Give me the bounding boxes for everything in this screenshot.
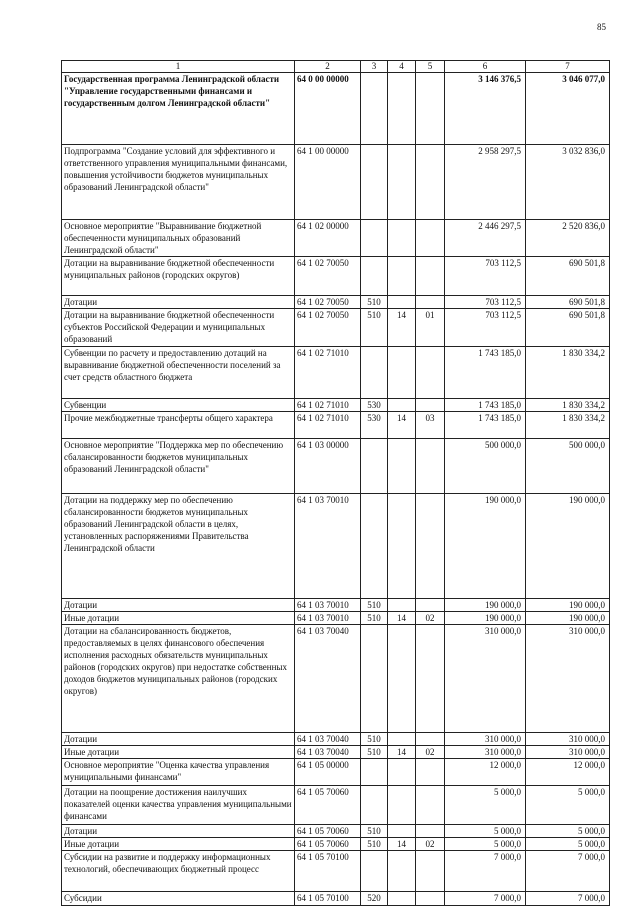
row-section bbox=[388, 73, 416, 145]
column-header: 4 bbox=[388, 61, 416, 73]
row-expense-type: 510 bbox=[361, 296, 388, 309]
row-section bbox=[388, 733, 416, 746]
row-amount-year1: 500 000,0 bbox=[445, 439, 526, 494]
table-row bbox=[62, 399, 610, 412]
row-amount-year2: 3 046 077,0 bbox=[526, 73, 610, 145]
table-row bbox=[62, 851, 610, 892]
row-amount-year1: 12 000,0 bbox=[445, 759, 526, 786]
row-section bbox=[388, 220, 416, 257]
row-amount-year1: 3 146 376,5 bbox=[445, 73, 526, 145]
row-subsection: 02 bbox=[416, 746, 445, 759]
row-target-code: 64 1 05 70060 bbox=[295, 838, 361, 851]
row-expense-type bbox=[361, 220, 388, 257]
column-header: 3 bbox=[361, 61, 388, 73]
row-name: Субвенции по расчету и предоставлению дотаций на выравнивание бюджетной обеспеченности поселений за счет средств областного бюджета bbox=[62, 347, 295, 399]
table-row bbox=[62, 73, 610, 145]
row-target-code: 64 1 05 00000 bbox=[295, 759, 361, 786]
row-expense-type bbox=[361, 851, 388, 892]
row-amount-year1: 190 000,0 bbox=[445, 494, 526, 599]
table-row bbox=[62, 257, 610, 296]
column-header: 1 bbox=[62, 61, 295, 73]
table-row bbox=[62, 412, 610, 439]
row-target-code: 64 1 02 00000 bbox=[295, 220, 361, 257]
row-amount-year1: 1 743 185,0 bbox=[445, 399, 526, 412]
row-expense-type bbox=[361, 625, 388, 733]
row-amount-year2: 12 000,0 bbox=[526, 759, 610, 786]
row-amount-year2: 1 830 334,2 bbox=[526, 412, 610, 439]
row-amount-year2: 500 000,0 bbox=[526, 439, 610, 494]
row-name: Дотации bbox=[62, 733, 295, 746]
row-section bbox=[388, 851, 416, 892]
row-name: Субсидии на развитие и поддержку информационных технологий, обеспечивающих бюджетный процесс bbox=[62, 851, 295, 892]
row-amount-year1: 7 000,0 bbox=[445, 851, 526, 892]
row-target-code: 64 1 05 70060 bbox=[295, 786, 361, 825]
table-row bbox=[62, 892, 610, 906]
table-row bbox=[62, 625, 610, 733]
row-amount-year1: 1 743 185,0 bbox=[445, 412, 526, 439]
table-row bbox=[62, 347, 610, 399]
row-section bbox=[388, 759, 416, 786]
row-expense-type: 510 bbox=[361, 825, 388, 838]
row-expense-type: 510 bbox=[361, 309, 388, 347]
table-row bbox=[62, 838, 610, 851]
table-row bbox=[62, 220, 610, 257]
row-subsection bbox=[416, 892, 445, 906]
row-section bbox=[388, 892, 416, 906]
row-section bbox=[388, 625, 416, 733]
row-amount-year1: 5 000,0 bbox=[445, 786, 526, 825]
row-amount-year2: 1 830 334,2 bbox=[526, 399, 610, 412]
table-row bbox=[62, 309, 610, 347]
page-number: 85 bbox=[597, 22, 606, 32]
row-name: Субвенции bbox=[62, 399, 295, 412]
column-header: 6 bbox=[445, 61, 526, 73]
row-amount-year1: 7 000,0 bbox=[445, 892, 526, 906]
row-name: Иные дотации bbox=[62, 612, 295, 625]
row-name: Прочие межбюджетные трансферты общего характера bbox=[62, 412, 295, 439]
column-number-row bbox=[62, 61, 610, 73]
table-row bbox=[62, 494, 610, 599]
row-subsection bbox=[416, 733, 445, 746]
row-name: Дотации на поддержку мер по обеспечению сбалансированности бюджетов муниципальных образований Ленинградской области в целях, установленных распоряжениями Правительства Ленинградской области bbox=[62, 494, 295, 599]
row-amount-year1: 2 958 297,5 bbox=[445, 145, 526, 220]
row-subsection bbox=[416, 220, 445, 257]
row-amount-year1: 703 112,5 bbox=[445, 296, 526, 309]
row-name: Основное мероприятие "Поддержка мер по обеспечению сбалансированности бюджетов муниципальных образований Ленинградской области" bbox=[62, 439, 295, 494]
row-amount-year2: 5 000,0 bbox=[526, 825, 610, 838]
row-target-code: 64 1 05 70100 bbox=[295, 851, 361, 892]
row-section bbox=[388, 399, 416, 412]
row-target-code: 64 1 03 70010 bbox=[295, 599, 361, 612]
row-section bbox=[388, 494, 416, 599]
row-section bbox=[388, 825, 416, 838]
row-name: Дотации на сбалансированность бюджетов, предоставляемых в целях финансового обеспечения исполнения расходных обязательств муниципальных районов (городских округов) при недостатке собственных доходов бюджетов муниципальных районов (городских округов) bbox=[62, 625, 295, 733]
row-section bbox=[388, 347, 416, 399]
row-subsection bbox=[416, 296, 445, 309]
row-target-code: 64 1 02 71010 bbox=[295, 347, 361, 399]
row-amount-year1: 190 000,0 bbox=[445, 612, 526, 625]
row-subsection: 02 bbox=[416, 612, 445, 625]
row-subsection bbox=[416, 145, 445, 220]
table-row bbox=[62, 599, 610, 612]
row-name: Основное мероприятие "Выравнивание бюджетной обеспеченности муниципальных образований Ленинградской области" bbox=[62, 220, 295, 257]
row-amount-year2: 190 000,0 bbox=[526, 494, 610, 599]
row-target-code: 64 1 03 70010 bbox=[295, 494, 361, 599]
row-section bbox=[388, 145, 416, 220]
row-amount-year2: 310 000,0 bbox=[526, 733, 610, 746]
row-target-code: 64 0 00 00000 bbox=[295, 73, 361, 145]
row-expense-type bbox=[361, 347, 388, 399]
row-expense-type: 510 bbox=[361, 746, 388, 759]
row-amount-year2: 190 000,0 bbox=[526, 599, 610, 612]
row-subsection bbox=[416, 851, 445, 892]
row-section: 14 bbox=[388, 612, 416, 625]
table-row bbox=[62, 145, 610, 220]
row-amount-year1: 703 112,5 bbox=[445, 257, 526, 296]
row-name: Основное мероприятие "Оценка качества управления муниципальными финансами" bbox=[62, 759, 295, 786]
row-subsection bbox=[416, 347, 445, 399]
row-name: Дотации на поощрение достижения наилучших показателей оценки качества управления муниципальными финансами bbox=[62, 786, 295, 825]
column-header: 7 bbox=[526, 61, 610, 73]
row-target-code: 64 1 03 70040 bbox=[295, 625, 361, 733]
row-expense-type: 530 bbox=[361, 412, 388, 439]
row-target-code: 64 1 03 70040 bbox=[295, 733, 361, 746]
row-subsection: 03 bbox=[416, 412, 445, 439]
row-target-code: 64 1 02 71010 bbox=[295, 399, 361, 412]
row-name: Государственная программа Ленинградской области "Управление государственными финансами и государственным долгом Ленинградской области" bbox=[62, 73, 295, 145]
row-expense-type: 530 bbox=[361, 399, 388, 412]
row-target-code: 64 1 02 70050 bbox=[295, 309, 361, 347]
row-subsection bbox=[416, 494, 445, 599]
row-expense-type bbox=[361, 786, 388, 825]
row-name: Иные дотации bbox=[62, 838, 295, 851]
row-subsection bbox=[416, 825, 445, 838]
row-amount-year2: 7 000,0 bbox=[526, 851, 610, 892]
row-name: Дотации на выравнивание бюджетной обеспеченности муниципальных районов (городских округов) bbox=[62, 257, 295, 296]
table-row bbox=[62, 825, 610, 838]
row-name: Дотации bbox=[62, 296, 295, 309]
row-amount-year1: 310 000,0 bbox=[445, 746, 526, 759]
row-amount-year1: 310 000,0 bbox=[445, 733, 526, 746]
row-expense-type bbox=[361, 145, 388, 220]
row-expense-type bbox=[361, 73, 388, 145]
row-target-code: 64 1 03 70040 bbox=[295, 746, 361, 759]
row-section bbox=[388, 786, 416, 825]
row-target-code: 64 1 02 71010 bbox=[295, 412, 361, 439]
row-amount-year2: 5 000,0 bbox=[526, 786, 610, 825]
table-row bbox=[62, 612, 610, 625]
row-amount-year1: 310 000,0 bbox=[445, 625, 526, 733]
row-expense-type: 510 bbox=[361, 599, 388, 612]
row-section bbox=[388, 257, 416, 296]
budget-table bbox=[61, 60, 610, 906]
row-subsection: 02 bbox=[416, 838, 445, 851]
row-name: Дотации на выравнивание бюджетной обеспеченности субъектов Российской Федерации и муниципальных образований bbox=[62, 309, 295, 347]
row-section bbox=[388, 439, 416, 494]
row-target-code: 64 1 05 70060 bbox=[295, 825, 361, 838]
row-amount-year2: 1 830 334,2 bbox=[526, 347, 610, 399]
table-row bbox=[62, 759, 610, 786]
row-name: Дотации bbox=[62, 599, 295, 612]
row-amount-year1: 5 000,0 bbox=[445, 838, 526, 851]
row-expense-type bbox=[361, 439, 388, 494]
row-name: Подпрограмма "Создание условий для эффективного и ответственного управления муниципальными финансами, повышения устойчивости бюджетов муниципальных образований Ленинградской области" bbox=[62, 145, 295, 220]
row-target-code: 64 1 03 70010 bbox=[295, 612, 361, 625]
row-amount-year2: 3 032 836,0 bbox=[526, 145, 610, 220]
row-section: 14 bbox=[388, 746, 416, 759]
row-expense-type: 510 bbox=[361, 838, 388, 851]
row-expense-type bbox=[361, 494, 388, 599]
row-target-code: 64 1 02 70050 bbox=[295, 296, 361, 309]
row-amount-year2: 5 000,0 bbox=[526, 838, 610, 851]
table-row bbox=[62, 786, 610, 825]
row-subsection bbox=[416, 786, 445, 825]
row-amount-year1: 2 446 297,5 bbox=[445, 220, 526, 257]
row-expense-type bbox=[361, 759, 388, 786]
row-section bbox=[388, 296, 416, 309]
row-amount-year1: 703 112,5 bbox=[445, 309, 526, 347]
row-amount-year2: 7 000,0 bbox=[526, 892, 610, 906]
row-subsection bbox=[416, 759, 445, 786]
table-row bbox=[62, 746, 610, 759]
row-subsection bbox=[416, 257, 445, 296]
row-section: 14 bbox=[388, 412, 416, 439]
table-row bbox=[62, 296, 610, 309]
column-header: 2 bbox=[295, 61, 361, 73]
row-amount-year2: 310 000,0 bbox=[526, 625, 610, 733]
row-subsection bbox=[416, 599, 445, 612]
row-target-code: 64 1 05 70100 bbox=[295, 892, 361, 906]
row-amount-year1: 190 000,0 bbox=[445, 599, 526, 612]
row-target-code: 64 1 02 70050 bbox=[295, 257, 361, 296]
row-expense-type bbox=[361, 257, 388, 296]
row-subsection bbox=[416, 399, 445, 412]
row-subsection bbox=[416, 73, 445, 145]
row-name: Иные дотации bbox=[62, 746, 295, 759]
row-subsection bbox=[416, 625, 445, 733]
row-name: Субсидии bbox=[62, 892, 295, 906]
row-expense-type: 510 bbox=[361, 733, 388, 746]
row-subsection: 01 bbox=[416, 309, 445, 347]
row-target-code: 64 1 00 00000 bbox=[295, 145, 361, 220]
row-name: Дотации bbox=[62, 825, 295, 838]
row-target-code: 64 1 03 00000 bbox=[295, 439, 361, 494]
row-amount-year2: 310 000,0 bbox=[526, 746, 610, 759]
row-amount-year1: 1 743 185,0 bbox=[445, 347, 526, 399]
table-row bbox=[62, 439, 610, 494]
row-amount-year2: 690 501,8 bbox=[526, 296, 610, 309]
row-section: 14 bbox=[388, 309, 416, 347]
row-subsection bbox=[416, 439, 445, 494]
row-amount-year2: 690 501,8 bbox=[526, 309, 610, 347]
row-expense-type: 510 bbox=[361, 612, 388, 625]
row-amount-year2: 690 501,8 bbox=[526, 257, 610, 296]
row-amount-year2: 190 000,0 bbox=[526, 612, 610, 625]
row-amount-year2: 2 520 836,0 bbox=[526, 220, 610, 257]
column-header: 5 bbox=[416, 61, 445, 73]
row-amount-year1: 5 000,0 bbox=[445, 825, 526, 838]
row-section bbox=[388, 599, 416, 612]
row-section: 14 bbox=[388, 838, 416, 851]
row-expense-type: 520 bbox=[361, 892, 388, 906]
table-row bbox=[62, 733, 610, 746]
